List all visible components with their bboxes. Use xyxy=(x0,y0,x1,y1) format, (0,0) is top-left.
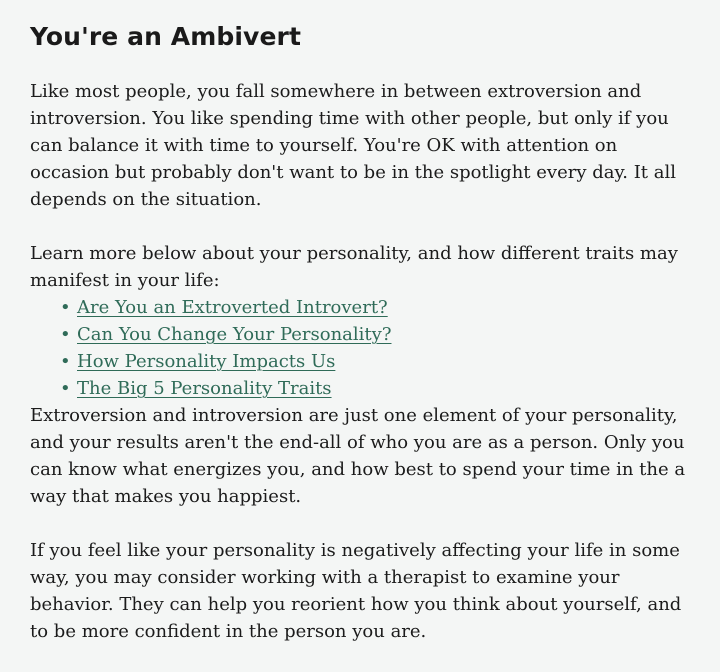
link-personality-impacts[interactable]: How Personality Impacts Us xyxy=(77,351,336,372)
bullet-icon: • xyxy=(60,351,71,372)
result-title: You're an Ambivert xyxy=(30,22,301,51)
list-item xyxy=(60,294,690,321)
link-change-personality[interactable]: Can You Change Your Personality? xyxy=(77,324,392,345)
learn-more-intro-paragraph: Learn more below about your personality, and how different traits may manifest in your life: xyxy=(30,243,678,291)
list-item xyxy=(60,321,690,348)
results-context-paragraph: Extroversion and introversion are just one element of your personality, and your results aren't the end-all of who you are as a person. Only you can know what energizes you, and how best to spend your time in the a way that makes you happiest. xyxy=(30,405,686,507)
result-description-paragraph: Like most people, you fall somewhere in between extroversion and introversion. You like spending time with other people, but only if you can balance it with time to yourself. You're OK with attention on occasion but probably don't want to be in the spotlight every day. It all depends on the situation. xyxy=(30,81,677,210)
list-item xyxy=(60,375,690,402)
link-big-5-traits[interactable]: The Big 5 Personality Traits xyxy=(77,378,332,399)
bullet-icon: • xyxy=(60,324,71,345)
bullet-icon: • xyxy=(60,297,71,318)
list-item xyxy=(60,348,690,375)
related-articles-list xyxy=(30,294,690,402)
therapist-suggestion-paragraph: If you feel like your personality is negatively affecting your life in some way, you may consider working with a therapist to examine your behavior. They can help you reorient how you think about yourself, and to be more confident in the person you are. xyxy=(30,540,682,642)
bullet-icon: • xyxy=(60,378,71,399)
link-extroverted-introvert[interactable]: Are You an Extroverted Introvert? xyxy=(77,297,388,318)
